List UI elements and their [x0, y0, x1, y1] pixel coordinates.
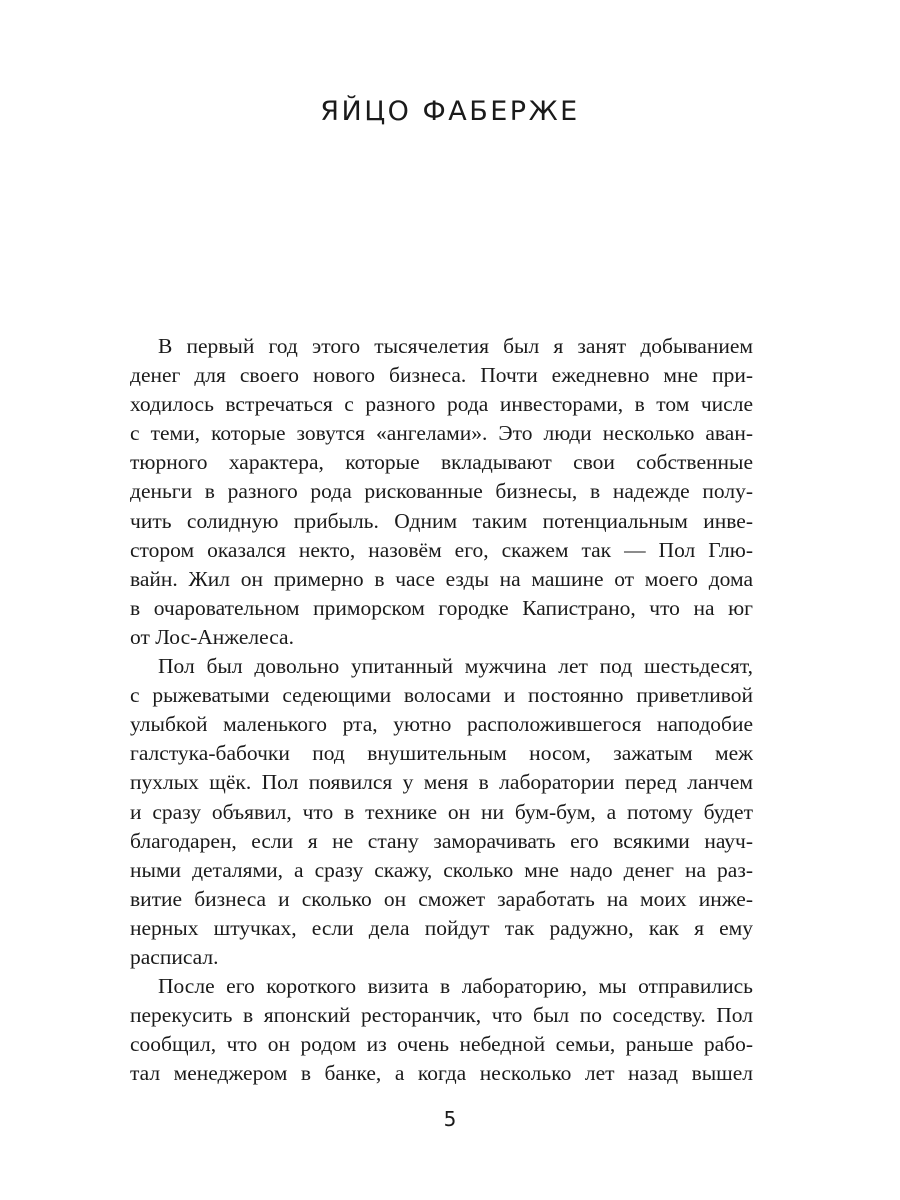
chapter-title: ЯЙЦО ФАБЕРЖЕ — [320, 96, 580, 127]
text-line: тал менеджером в банке, а когда несколько лет назад вышел — [130, 1061, 753, 1086]
text-line: стором оказался некто, назовём его, скажем так — Пол Глю- — [130, 537, 753, 562]
text-line: ходилось встречаться с разного рода инвесторами, в том числе — [130, 392, 753, 417]
text-line: расписал. — [130, 944, 219, 969]
text-line: благодарен, если я не стану заморачивать его всякими науч- — [130, 828, 753, 853]
text-line: в очаровательном приморском городке Капистрано, что на юг — [130, 595, 753, 620]
text-line: галстука-бабочки под внушительным носом, зажатым меж — [130, 741, 753, 766]
text-line: вайн. Жил он примерно в часе езды на машине от моего дома — [130, 566, 753, 591]
text-line: ными деталями, а сразу скажу, сколько мне надо денег на раз- — [130, 857, 753, 882]
page-number: 5 — [443, 1107, 457, 1131]
text-line: перекусить в японский ресторанчик, что был по соседству. Пол — [130, 1003, 753, 1028]
text-line: витие бизнеса и сколько он сможет заработать на моих инже- — [130, 886, 753, 911]
text-line: и сразу объявил, что в технике он ни бум-бум, а потому будет — [130, 799, 753, 824]
text-line: с рыжеватыми седеющими волосами и постоянно приветливой — [130, 683, 753, 708]
text-line: После его короткого визита в лабораторию, мы отправились — [158, 974, 753, 999]
paragraph — [130, 332, 753, 652]
text-line: пухлых щёк. Пол появился у меня в лаборатории перед ланчем — [130, 770, 753, 795]
text-line: от Лос-Анжелеса. — [130, 624, 294, 649]
text-line: В первый год этого тысячелетия был я занят добыванием — [158, 334, 753, 358]
text-line: деньги в разного рода рискованные бизнесы, в надежде полу- — [130, 479, 753, 504]
paragraph — [130, 652, 753, 972]
text-line: нерных штучках, если дела пойдут так радужно, как я ему — [130, 915, 753, 940]
text-line: сообщил, что он родом из очень небедной семьи, раньше рабо- — [130, 1032, 753, 1057]
text-line: Пол был довольно упитанный мужчина лет под шестьдесят, — [158, 654, 753, 679]
text-line: чить солидную прибыль. Одним таким потенциальным инве- — [130, 508, 753, 533]
text-line: денег для своего нового бизнеса. Почти ежедневно мне при- — [130, 363, 753, 388]
body-text — [130, 332, 753, 1088]
text-line: с теми, которые зовутся «ангелами». Это люди несколько аван- — [130, 421, 753, 446]
paragraph — [130, 972, 753, 1088]
text-line: тюрного характера, которые вкладывают свои собственные — [130, 450, 753, 475]
text-line: улыбкой маленького рта, уютно расположившегося наподобие — [130, 712, 753, 737]
